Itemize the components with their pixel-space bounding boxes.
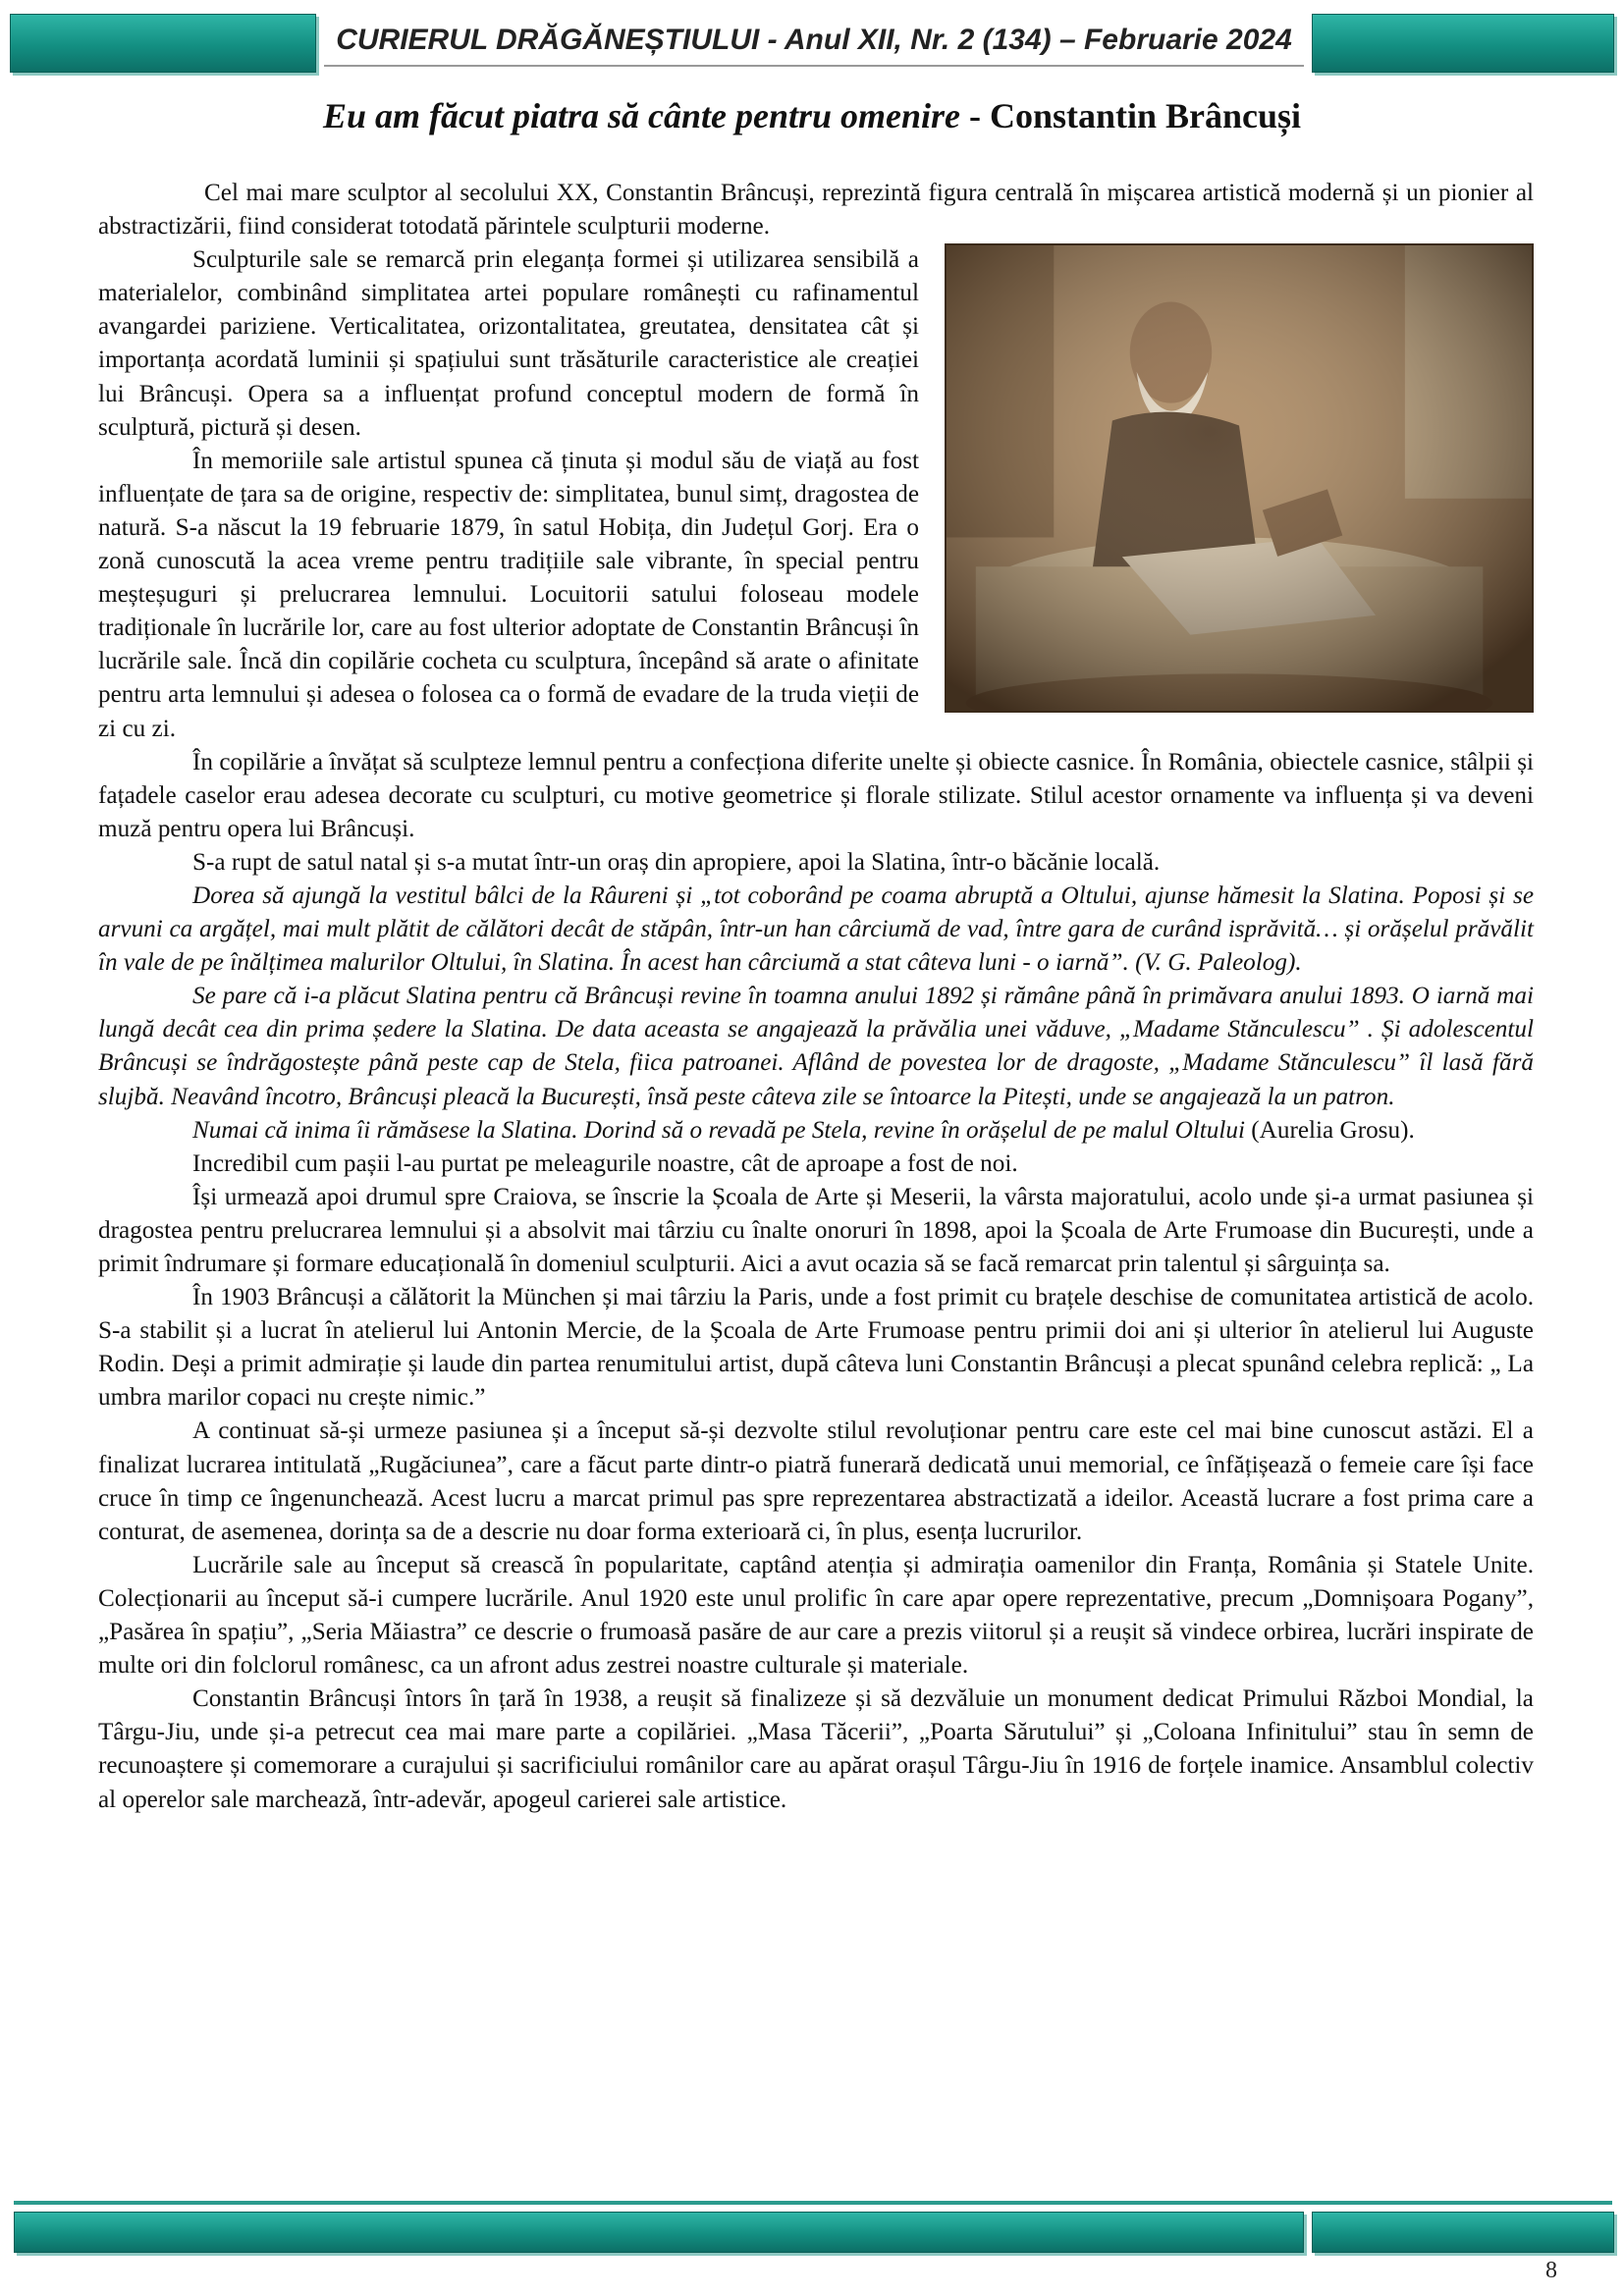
header-decor-right bbox=[1312, 14, 1614, 73]
article-body bbox=[98, 177, 1534, 1817]
paragraph-8 bbox=[98, 1114, 1534, 1148]
brancusi-portrait-photo bbox=[945, 243, 1534, 713]
header-title: CURIERUL DRĂGĂNEȘTIULUI - Anul XII, Nr. 2 (134) – Februarie 2024 bbox=[336, 24, 1292, 56]
paragraph-3: În memoriile sale artistul spunea că ținuta și modul său de viață au fost influențate de țara sa de origine, respectiv de: simplitatea, bunul simț, dragostea de natură. S-a născut la 19 februarie 1879, în satul Hobița, din Județul Gorj. Era o zonă cunoscută la acea vreme pentru tradițiile sale vibrante, în special pentru meșteșuguri și prelucrarea lemnului. Locuitorii satului foloseau modele tradiționale în lucrările lor, care au fost ulterior adoptate de Constantin Brâncuși în lucrările sale. Încă din copilărie cocheta cu sculptura, începând să arate o afinitate pentru arta lemnului și adesea o folosea ca o formă de evadare de la truda vieții de zi cu zi. bbox=[98, 447, 919, 742]
paragraph-1: Cel mai mare sculptor al secolului XX, Constantin Brâncuși, reprezintă figura centrală în mișcarea artistică modernă și un pionier al abstractizării, fiind considerat totodată părintele sculpturii moderne. bbox=[98, 180, 1534, 240]
paragraph-2: Sculpturile sale se remarcă prin eleganța formei și utilizarea sensibilă a materialelor, combinând simplitatea artei populare românești cu rafinamentul avangardei pariziene. Verticalitatea, orizontalitatea, greutatea, densitatea cât și importanța acordată luminii și spațiului sunt trăsăturile caracteristice ale creației lui Brâncuși. Opera sa a influențat profund conceptul modern de formă în sculptură, pictură și desen. bbox=[98, 246, 919, 441]
header-rule bbox=[324, 65, 1304, 67]
paragraph-12: A continuat să-și urmeze pasiunea și a început să-și dezvolte stilul revoluționar pentru care este cel mai bine cunoscut astăzi. El a finalizat lucrarea intitulată „Rugăciunea”, care a făcut parte dintr-o piatră funerară dedicată unui memorial, ce înfățișează o femeie care își face cruce în timp ce îngenunchează. Acest lucru a marcat primul pas spre reprezentarea abstractizată a ideilor. Această lucrare a fost prima care a conturat, de asemenea, dorința sa de a descrie nu doar forma exterioară ci, în plus, esența lucrurilor. bbox=[98, 1417, 1534, 1545]
article-title-author: - Constantin Brâncuși bbox=[960, 96, 1302, 135]
header-decor-left bbox=[10, 14, 316, 73]
article-title bbox=[59, 94, 1565, 137]
footer-decor-left bbox=[14, 2212, 1304, 2253]
paragraph-6: Dorea să ajungă la vestitul bâlci de la Râureni și „tot coborând pe coama abruptă a Oltului, ajunse hămesit la Slatina. Poposi și se arvuni ca argățel, mai mult plătit de călători decât de stăpân, într-un han cârciumă de vad, între gara de curând isprăvită… și orășelul prăvălit în vale de pe înălțimea malurilor Oltului, în Slatina. În acest han cârciumă a stat câteva luni - o iarnă”. (V. G. Paleolog). bbox=[98, 881, 1534, 977]
paragraph-4: În copilărie a învățat să sculpteze lemnul pentru a confecționa diferite unelte și obiecte casnice. În România, obiectele casnice, stâlpii și fațadele caselor erau adesea decorate cu sculpturi, cu motive geometrice și florale stilizate. Stilul acestor ornamente va influența și va deveni muză pentru opera lui Brâncuși. bbox=[98, 748, 1534, 842]
paragraph-5: S-a rupt de satul natal și s-a mutat într-un oraș din apropiere, apoi la Slatina, într-o băcănie locală. bbox=[192, 848, 1161, 876]
footer-decor-right bbox=[1312, 2212, 1614, 2253]
footer-rule bbox=[14, 2201, 1612, 2205]
paragraph-13: Lucrările sale au început să crească în popularitate, captând atenția și admirația oamenilor din Franța, România și Statele Unite. Colecționarii au început să-i cumpere lucrările. Anul 1920 este unul prolific în care apar opere reprezentative, precum „Domnișoara Pogany”, „Pasărea în spațiu”, „Seria Măiastra” ce descrie o frumoasă pasăre de aur care a prezis viitorul și a reușit să vindece orbirea, lucrări inspirate de multe ori din folclorul românesc, ca un afront adus zestrei noastre culturale și materiale. bbox=[98, 1551, 1534, 1680]
paragraph-14: Constantin Brâncuși întors în țară în 1938, a reușit să finalizeze și să dezvăluie un monument dedicat Primului Război Mondial, la Târgu-Jiu, unde și-a petrecut cea mai mare parte a copilăriei. „Masa Tăcerii”, „Poarta Sărutului” și „Coloana Infinitului” stau în semn de recunoaștere și comemorare a curajului și sacrificiului românilor care au apărat orașul Târgu-Jiu în 1916 de forțele inamice. Ansamblul colectiv al operelor sale marchează, într-adevăr, apogeul carierei sale artistice. bbox=[98, 1685, 1534, 1813]
article-title-quote: Eu am făcut piatra să cânte pentru omenire bbox=[322, 96, 960, 135]
page-number: 8 bbox=[1545, 2258, 1557, 2283]
paragraph-8-text: Numai că inima îi rămăsese la Slatina. Dorind să o revadă pe Stela, revine în orășelul de pe malul Oltului bbox=[192, 1116, 1245, 1144]
paragraph-9: Incredibil cum pașii l-au purtat pe meleagurile noastre, cât de aproape a fost de noi. bbox=[192, 1149, 1018, 1177]
photo-illustration bbox=[947, 245, 1532, 711]
paragraph-7: Se pare că i-a plăcut Slatina pentru că Brâncuși revine în toamna anului 1892 și rămâne până în primăvara anului 1893. O iarnă mai lungă decât cea din prima ședere la Slatina. De data aceasta se angajează la prăvălia unei văduve, „Madame Stănculescu” . Și adolescentul Brâncuși se îndrăgostește până peste cap de Stela, fiica patroanei. Aflând de povestea lor de dragoste, „Madame Stănculescu” îl lasă fără slujbă. Neavând încotro, Brâncuși pleacă la București, însă peste câteva zile se întoarce la Pitești, unde se angajează la un patron. bbox=[98, 983, 1534, 1110]
paragraph-11: În 1903 Brâncuși a călătorit la München și mai târziu la Paris, unde a fost primit cu brațele deschise de comunitatea artistică de acolo. S-a stabilit și a lucrat în atelierul lui Antonin Mercie, de la Școala de Arte Frumoase pentru primii doi ani și ulterior în atelierul lui Auguste Rodin. Deși a primit admirație și laude din partea renumitului artist, după câteva luni Constantin Brâncuși a plecat spunând celebra replică: „ La umbra marilor copaci nu crește nimic.” bbox=[98, 1284, 1534, 1412]
paragraph-8-source: (Aurelia Grosu). bbox=[1251, 1116, 1415, 1144]
paragraph-10: Își urmează apoi drumul spre Craiova, se înscrie la Școala de Arte și Meserii, la vârsta majoratului, acolo unde și-a urmat pasiunea și dragostea pentru prelucrarea lemnului și a absolvit mai târziu cu înalte onoruri în 1898, apoi la Școala de Arte Frumoase din București, unde a primit îndrumare și formare educațională în domeniul sculpturii. Aici a avut ocazia să se facă remarcat prin talentul și sârguința sa. bbox=[98, 1183, 1534, 1277]
